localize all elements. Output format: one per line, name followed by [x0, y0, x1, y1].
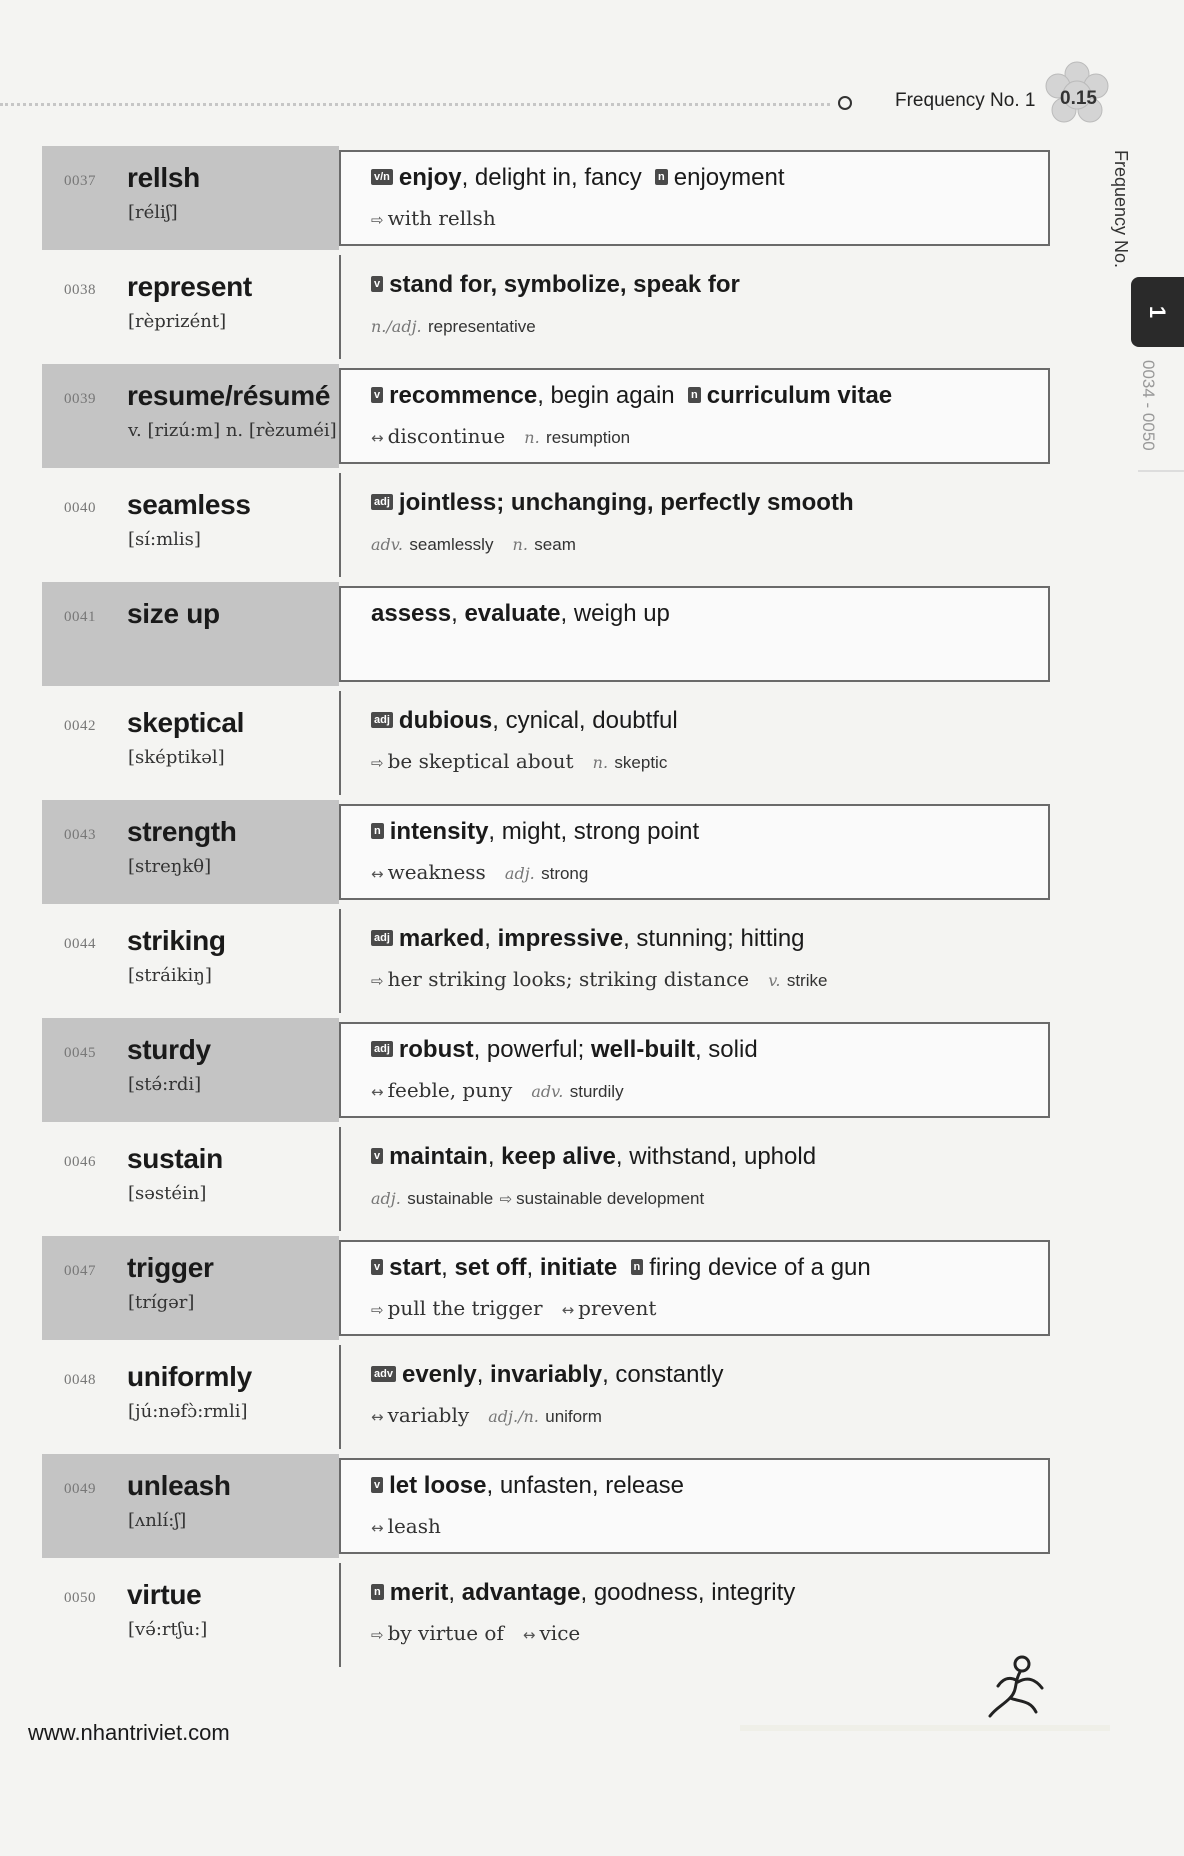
entry-related-forms: ⇨ her striking looks; striking distance v. strike: [371, 967, 828, 991]
part-of-speech-badge: n: [631, 1259, 644, 1275]
entry-definition: adj marked, impressive, stunning; hitting: [371, 925, 805, 953]
part-of-speech-badge: v: [371, 276, 383, 292]
vocab-entry: [42, 800, 1050, 904]
entry-word: rellsh: [127, 162, 200, 193]
entry-definition: adj jointless; unchanging, perfectly smooth: [371, 489, 854, 517]
entry-definition: v maintain, keep alive, withstand, uphold: [371, 1143, 816, 1171]
entry-pronunciation: [və́:rtʃu:]: [128, 1619, 208, 1640]
entry-headword-cell: [42, 255, 339, 359]
entry-pronunciation: [sí:mlis]: [128, 529, 201, 550]
vocab-entry: [42, 1345, 1050, 1449]
entry-definition-cell: [339, 1563, 1050, 1667]
header-bullet-icon: [838, 96, 852, 110]
entry-word: trigger: [127, 1252, 214, 1283]
entry-number: 0042: [64, 718, 96, 734]
vocab-entry: [42, 473, 1050, 577]
entry-word: resume/résumé: [127, 380, 331, 411]
part-of-speech-badge: v: [371, 1148, 383, 1164]
vocab-entry: [42, 1454, 1050, 1558]
entry-word: strength: [127, 816, 237, 847]
side-tab-number: [1131, 277, 1184, 347]
part-of-speech-badge: v: [371, 1259, 383, 1275]
entry-definition: v start, set off, initiate n firing device of a gun: [371, 1254, 871, 1282]
entry-number: 0040: [64, 500, 96, 516]
part-of-speech-badge: adj: [371, 930, 393, 946]
entry-definition-cell: [339, 804, 1050, 900]
entry-definition: v recommence, begin again n curriculum vitae: [371, 382, 892, 410]
entry-definition-cell: [339, 255, 1050, 359]
part-of-speech-badge: n: [688, 387, 701, 403]
vocab-entry: [42, 1018, 1050, 1122]
entry-headword-cell: [42, 364, 339, 468]
entry-related-forms: ↔ leash: [371, 1514, 441, 1538]
vocab-entry: [42, 1563, 1050, 1667]
entry-headword-cell: [42, 146, 339, 250]
part-of-speech-badge: adj: [371, 1041, 393, 1057]
entry-number: 0048: [64, 1372, 96, 1388]
entry-word: uniformly: [127, 1361, 252, 1392]
part-of-speech-badge: n: [655, 169, 668, 185]
entry-definition-cell: [339, 1345, 1050, 1449]
antonym-arrow-icon: ↔: [371, 1408, 384, 1426]
entry-definition: adv evenly, invariably, constantly: [371, 1361, 724, 1389]
entry-number: 0041: [64, 609, 96, 625]
entry-number: 0050: [64, 1590, 96, 1606]
part-of-speech-badge: adv: [371, 1366, 396, 1382]
entry-definition-cell: [339, 691, 1050, 795]
entry-pronunciation: [stráikiŋ]: [128, 965, 212, 986]
entry-related-forms: ↔ variably adj./n. uniform: [371, 1403, 602, 1427]
part-of-speech-badge: v: [371, 387, 383, 403]
footer-url: www.nhantriviet.com: [28, 1720, 230, 1745]
entry-headword-cell: [42, 800, 339, 904]
header-frequency-label: Frequency No. 1: [895, 90, 1036, 111]
entry-related-forms: adv. seamlessly n. seam: [371, 535, 576, 554]
entry-headword-cell: [42, 1236, 339, 1340]
vocab-entry: [42, 146, 1050, 250]
entry-definition: v/n enjoy, delight in, fancy n enjoyment: [371, 164, 785, 192]
usage-arrow-icon: ⇨: [371, 1626, 384, 1644]
entry-headword-cell: [42, 1454, 339, 1558]
entry-definition: assess, evaluate, weigh up: [371, 600, 670, 627]
side-tab-divider: [1138, 470, 1184, 472]
entry-pronunciation: [səstéin]: [128, 1183, 207, 1204]
entry-headword-cell: [42, 1345, 339, 1449]
usage-arrow-icon: ⇨: [371, 972, 384, 990]
entry-word: seamless: [127, 489, 251, 520]
entry-definition-cell: [339, 909, 1050, 1013]
entry-headword-cell: [42, 1563, 339, 1667]
entry-definition-cell: [339, 586, 1050, 682]
entry-pronunciation: [rèprizént]: [128, 311, 227, 332]
entry-number: 0045: [64, 1045, 96, 1061]
entry-definition: v let loose, unfasten, release: [371, 1472, 684, 1500]
entry-related-forms: ↔ weakness adj. strong: [371, 860, 589, 884]
entry-word: sustain: [127, 1143, 223, 1174]
antonym-arrow-icon: ↔: [371, 865, 384, 883]
vocab-entry: [42, 909, 1050, 1013]
side-tab-label: Frequency No.: [1111, 150, 1131, 269]
usage-arrow-icon: ⇨: [499, 1190, 513, 1208]
entry-definition: adj dubious, cynical, doubtful: [371, 707, 678, 735]
entry-headword-cell: [42, 473, 339, 577]
entry-number: 0044: [64, 936, 96, 952]
entry-headword-cell: [42, 691, 339, 795]
entry-number: 0038: [64, 282, 96, 298]
entry-related-forms: ⇨ by virtue of ↔ vice: [371, 1621, 581, 1645]
part-of-speech-badge: v: [371, 1477, 383, 1493]
antonym-arrow-icon: ↔: [371, 1519, 384, 1537]
part-of-speech-badge: adj: [371, 494, 393, 510]
usage-arrow-icon: ⇨: [371, 1301, 384, 1319]
entry-word: virtue: [127, 1579, 202, 1610]
entry-related-forms: ⇨ be skeptical about n. skeptic: [371, 749, 668, 773]
entry-pronunciation: [stə́:rdi]: [128, 1074, 202, 1095]
entry-pronunciation: v. [rizú:m] n. [rèzuméi]: [128, 420, 337, 441]
entry-pronunciation: [réliʃ]: [128, 202, 178, 223]
entry-definition-cell: [339, 1458, 1050, 1554]
entry-pronunciation: [ʌnlí:ʃ]: [128, 1510, 187, 1531]
vocab-entry: [42, 364, 1050, 468]
entry-pronunciation: [sképtikəl]: [128, 747, 225, 768]
antonym-arrow-icon: ↔: [561, 1301, 575, 1319]
antonym-arrow-icon: ↔: [371, 1083, 384, 1101]
entry-related-forms: n./adj. representative: [371, 317, 536, 336]
entry-definition-cell: [339, 1127, 1050, 1231]
entry-word: skeptical: [127, 707, 245, 738]
entry-definition: adj robust, powerful; well-built, solid: [371, 1036, 758, 1064]
entry-related-forms: ⇨ with rellsh: [371, 206, 496, 230]
entry-word: unleash: [127, 1470, 231, 1501]
entry-headword-cell: [42, 582, 339, 686]
part-of-speech-badge: adj: [371, 712, 393, 728]
entry-pronunciation: [jú:nəfɔ̀:rmli]: [128, 1401, 248, 1422]
antonym-arrow-icon: ↔: [522, 1626, 536, 1644]
entry-definition-cell: [339, 1022, 1050, 1118]
entry-definition-cell: [339, 368, 1050, 464]
entry-number: 0046: [64, 1154, 96, 1170]
entry-headword-cell: [42, 909, 339, 1013]
antonym-arrow-icon: ↔: [371, 429, 384, 447]
entry-headword-cell: [42, 1018, 339, 1122]
vocab-entry: [42, 582, 1050, 686]
vocab-entry: [42, 691, 1050, 795]
entry-number: 0037: [64, 173, 96, 189]
vocab-entry: [42, 1127, 1050, 1231]
part-of-speech-badge: n: [371, 1584, 384, 1600]
entry-related-forms: adj. sustainable ⇨ sustainable development: [371, 1189, 705, 1208]
entry-definition-cell: [339, 1240, 1050, 1336]
part-of-speech-badge: n: [371, 823, 384, 839]
entry-number: 0049: [64, 1481, 96, 1497]
entry-headword-cell: [42, 1127, 339, 1231]
entry-word: represent: [127, 271, 252, 302]
usage-arrow-icon: ⇨: [371, 211, 384, 229]
entry-related-forms: ↔ discontinue n. resumption: [371, 424, 631, 448]
entry-word: sturdy: [127, 1034, 211, 1065]
entry-definition: n merit, advantage, goodness, integrity: [371, 1579, 795, 1607]
entry-related-forms: ⇨ pull the trigger ↔ prevent: [371, 1296, 657, 1320]
entry-definition-cell: [339, 150, 1050, 246]
header-dotted-line: [0, 103, 830, 106]
entry-definition: v stand for, symbolize, speak for: [371, 271, 740, 299]
entry-pronunciation: [trígər]: [128, 1292, 195, 1313]
part-of-speech-badge: v/n: [371, 169, 393, 185]
entry-number: 0043: [64, 827, 96, 843]
entry-number: 0039: [64, 391, 96, 407]
entry-related-forms: ↔ feeble, puny adv. sturdily: [371, 1078, 624, 1102]
entry-pronunciation: [streŋkθ]: [128, 856, 212, 877]
vocab-entry: [42, 255, 1050, 359]
entry-word: striking: [127, 925, 226, 956]
vocab-entry: [42, 1236, 1050, 1340]
side-tab-range: 0034 - 0050: [1139, 360, 1158, 451]
entry-definition: n intensity, might, strong point: [371, 818, 699, 846]
entry-definition-cell: [339, 473, 1050, 577]
usage-arrow-icon: ⇨: [371, 754, 384, 772]
entry-word: size up: [127, 598, 220, 629]
side-tab-number-text: 1: [1145, 305, 1171, 319]
mascot-icon: [980, 1650, 1060, 1730]
entry-number: 0047: [64, 1263, 96, 1279]
flower-badge-label: 0.15: [1060, 88, 1097, 109]
